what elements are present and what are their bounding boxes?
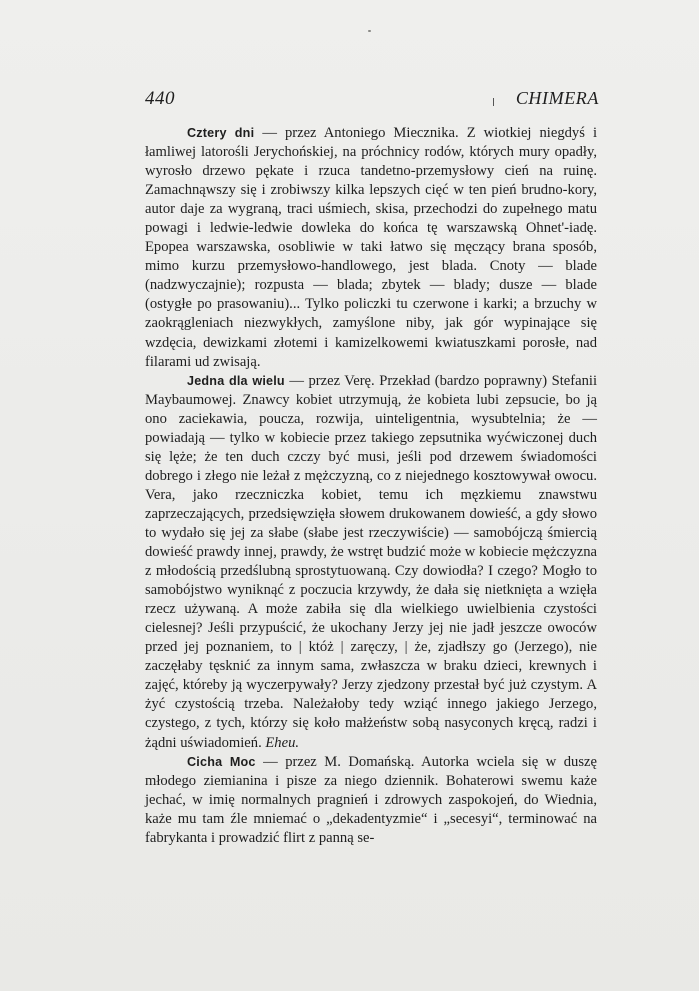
review-body: — przez Antoniego Miecznika. Z wiotkiej niegdyś i łamliwej latorośli Jerychońskiej, na próchnicy rodów, których mury opadły, wyrosło drzewo pękate i rzuca tandetno-przemysłowy cień na ruinę. Zamachnąwszy się i zrobiwszy kilka lepszych cięć w ten pień brudno-kory, autor daje za wygraną, traci uśmiech, skisa, przechodzi do zupełnego matu powagi i ledwie-ledwie dowleka do końca tę warszawską Ohnet'-iadę. Epopea warszawska, osobliwie w taki łatwo się męczący brana sposób, mimo kurzu przemysłowo-handlowego, jest blada. Cnoty — blade (nadzwyczajnie); rozpusta — blada; zbytek — blady; dusze — blade (ostygłe po prasowaniu)... Tylko policzki tu czerwone i karki; a brzuchy w zaokrągleniach niezwykłych, zamyślone niby, jak gór wypinające się wzdęcia, dewizkami złotemi i kamizelkowemi kwiatuszkami porosłe, nad filarami ud zwisają. [145, 125, 598, 370]
paper-speck [368, 30, 371, 32]
review-jedna-dla-wielu [145, 372, 597, 753]
review-title: Jedna dla wielu [187, 373, 285, 388]
running-head [145, 88, 599, 110]
review-column [145, 124, 597, 848]
review-body: — przez Verę. Przekład (bardzo poprawny) Stefanii Maybaumowej. Znawcy kobiet utrzymują, że kobieta lubi zepsucie, bo ją ono zaciekawia, poucza, rozwija, uinteligentnia, wysubtelnia; że — powiadają — tylko w kobiecie przez takiego zepsutnika wyćwiczonej duch się lęże; że ten duch czczy być musi, jeśli pod drzewem świadomości dobrego i złego nie leżał z mężczyzną, co z niejednego kosztowywał owocu. Vera, jako rzeczniczka kobiet, temu ich męzkiemu znawstwu zaprzeczających, przedsięwzięła słowem drukowanem dowieść, a gdy słowo to wydało się jej za słabe (słabe jest rzeczywiście) — samobójczą śmiercią dowieść prawdy innej, prawdy, że wstręt budzić może w kobiecie mężczyzna z młodością przedślubną sprostytuowaną. Czy dowiodła? I czego? Mogło to samobójstwo wyniknąć z poczucia krzywdy, że dała się nietknięta a wzięła rzecz używaną. A może zabiła się dla wielkiego uwielbienia czystości cielesnej? Jeśli przypuścić, że ukochany Jerzy jej nie jadł jeszcze owoców przed jej poznaniem, to | któż | zaręczy, | że, zjadłszy go (Jerzego), nie zaczęłaby tęsknić za innym sama, zwłaszcza w braku dzieci, krewnych i zajęć, któreby ją wyczerpywały? Jerzy zjedzony przestał być już czystym. A żyć czystością trzeba. Należałoby tedy wziąć innego jakiego Jerzego, czystego, z tych, którzy się koło małżeństw sobą nasyconych kręcą, radzi i żądni uświadomień. [145, 372, 597, 751]
review-title: Cztery dni [187, 126, 255, 140]
header-mark [493, 98, 494, 106]
review-cicha-moc [145, 753, 597, 848]
journal-title: CHIMERA [515, 88, 599, 108]
review-body: — przez M. Domańską. Autorka wciela się w duszę młodego ziemianina i pisze za niego dziennik. Bohaterowi swemu każe jechać, w imię normalnych pragnień i zdrowych zaspokojeń, do Wiednia, każe mu tam źle mniemać o „dekadentyzmie“ i „secesyi“, terminować na fabrykanta i prowadzić flirt z panną se- [145, 753, 597, 846]
review-cztery-dni [145, 124, 597, 372]
review-closing: Eheu. [265, 734, 300, 751]
review-title: Cicha Moc [187, 754, 256, 769]
page-number: 440 [145, 88, 175, 109]
